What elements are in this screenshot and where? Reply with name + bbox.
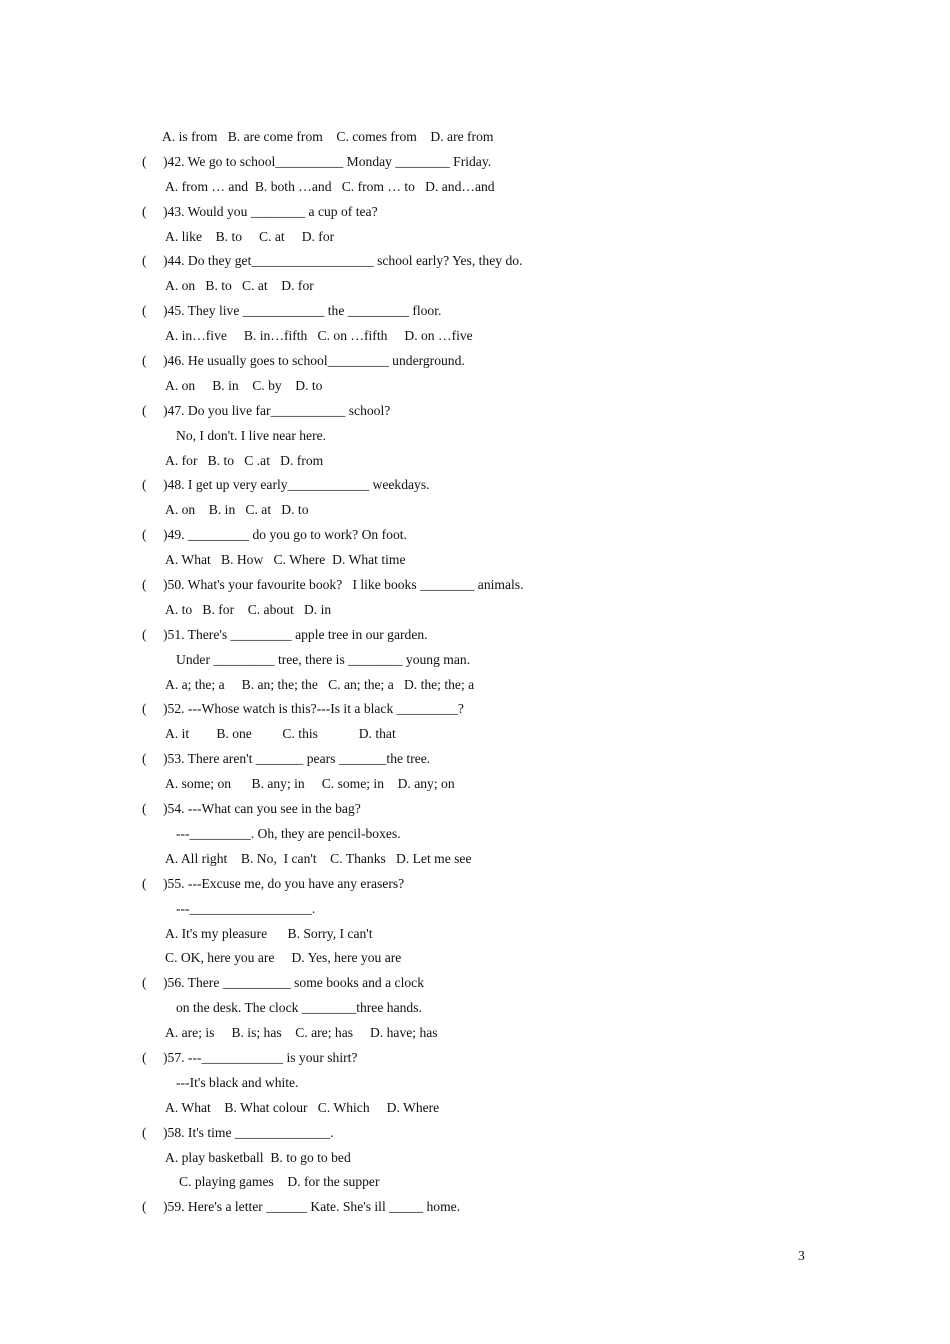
continuation-text: ---__________________. [176, 900, 316, 916]
question-text: )56. There __________ some books and a clock [163, 975, 424, 991]
answer-paren: ( [142, 1124, 147, 1140]
options-text: A. is from B. are come from C. comes from D. are from [162, 129, 494, 144]
question-line [142, 574, 842, 599]
options-line [142, 923, 842, 948]
question-continuation [142, 823, 842, 848]
question-line [142, 873, 842, 898]
question-line [142, 474, 842, 499]
question-list [142, 126, 842, 1221]
question-text: )46. He usually goes to school_________ underground. [163, 353, 465, 369]
options-line [142, 176, 842, 201]
question-text: )57. ---____________ is your shirt? [163, 1049, 358, 1065]
question-line [142, 1196, 842, 1221]
question-continuation [142, 425, 842, 450]
options-text: A. it B. one C. this D. that [165, 726, 396, 742]
question-line [142, 972, 842, 997]
options-text: A. All right B. No, I can't C. Thanks D. Let me see [165, 850, 472, 866]
answer-paren: ( [142, 1049, 147, 1065]
continuation-text: Under _________ tree, there is ________ young man. [176, 651, 471, 667]
answer-paren: ( [142, 1199, 147, 1215]
question-text: )42. We go to school__________ Monday ________ Friday. [163, 153, 492, 169]
continuation-text: on the desk. The clock ________three hands. [176, 1000, 422, 1016]
question-text: )49. _________ do you go to work? On foot. [163, 527, 407, 543]
options-text: A. on B. in C. at D. to [165, 502, 309, 518]
options-line [142, 325, 842, 350]
options-text: A. some; on B. any; in C. some; in D. any; on [165, 776, 455, 792]
question-text: )55. ---Excuse me, do you have any erasers? [163, 875, 405, 891]
options-text: A. in…five B. in…fifth C. on …fifth D. on …five [165, 328, 473, 344]
options-line [142, 599, 842, 624]
continuation-text: No, I don't. I live near here. [176, 427, 327, 443]
options-line [142, 947, 842, 972]
continuation-text: ---_________. Oh, they are pencil-boxes. [176, 825, 401, 841]
question-continuation [142, 997, 842, 1022]
question-continuation [142, 1072, 842, 1097]
answer-paren: ( [142, 303, 147, 319]
options-text: A. from … and B. both …and C. from … to D. and…and [165, 178, 495, 194]
options-text: C. playing games D. for the supper [179, 1174, 380, 1190]
question-line [142, 798, 842, 823]
options-line [142, 1022, 842, 1047]
options-line [142, 549, 842, 574]
question-text: )45. They live ____________ the _________ floor. [163, 303, 442, 319]
options-line [142, 1147, 842, 1172]
options-line [142, 499, 842, 524]
options-line [142, 226, 842, 251]
options-line [142, 1097, 842, 1122]
answer-paren: ( [142, 626, 147, 642]
options-text: C. OK, here you are D. Yes, here you are [165, 950, 402, 966]
answer-paren: ( [142, 975, 147, 991]
continuation-text: ---It's black and white. [176, 1074, 299, 1090]
question-continuation [142, 649, 842, 674]
question-line [142, 1047, 842, 1072]
answer-paren: ( [142, 527, 147, 543]
page-number: 3 [798, 1248, 805, 1263]
answer-paren: ( [142, 203, 147, 219]
options-text: A. What B. What colour C. Which D. Where [165, 1099, 440, 1115]
options-text: A. on B. to C. at D. for [165, 278, 314, 294]
question-text: )48. I get up very early____________ weekdays. [163, 477, 430, 493]
options-text: A. play basketball B. to go to bed [165, 1149, 351, 1165]
answer-paren: ( [142, 477, 147, 493]
answer-paren: ( [142, 751, 147, 767]
question-text: )50. What's your favourite book? I like books ________ animals. [163, 577, 524, 593]
options-line [142, 450, 842, 475]
options-text: A. like B. to C. at D. for [165, 228, 335, 244]
options-line [142, 126, 842, 151]
options-text: A. are; is B. is; has C. are; has D. have; has [165, 1025, 438, 1041]
answer-paren: ( [142, 353, 147, 369]
answer-paren: ( [142, 577, 147, 593]
question-text: )54. ---What can you see in the bag? [163, 801, 361, 817]
options-text: A. What B. How C. Where D. What time [165, 552, 406, 568]
question-line [142, 748, 842, 773]
question-line [142, 400, 842, 425]
question-line [142, 250, 842, 275]
question-line [142, 524, 842, 549]
options-line [142, 275, 842, 300]
options-text: A. to B. for C. about D. in [165, 601, 332, 617]
options-text: A. a; the; a B. an; the; the C. an; the; a D. the; the; a [165, 676, 475, 692]
question-text: )58. It's time ______________. [163, 1124, 334, 1140]
answer-paren: ( [142, 253, 147, 269]
options-line [142, 375, 842, 400]
answer-paren: ( [142, 875, 147, 891]
options-text: A. on B. in C. by D. to [165, 377, 323, 393]
question-line [142, 151, 842, 176]
question-line [142, 201, 842, 226]
question-line [142, 350, 842, 375]
answer-paren: ( [142, 801, 147, 817]
options-line [142, 773, 842, 798]
question-text: )59. Here's a letter ______ Kate. She's ill _____ home. [163, 1199, 461, 1215]
question-text: )53. There aren't _______ pears _______the tree. [163, 751, 431, 767]
options-line [142, 674, 842, 699]
options-text: A. for B. to C .at D. from [165, 452, 324, 468]
question-text: )47. Do you live far___________ school? [163, 402, 391, 418]
question-text: )43. Would you ________ a cup of tea? [163, 203, 378, 219]
question-line [142, 300, 842, 325]
options-line [142, 1171, 842, 1196]
question-continuation [142, 898, 842, 923]
answer-paren: ( [142, 153, 147, 169]
question-text: )52. ---Whose watch is this?---Is it a black _________? [163, 701, 464, 717]
options-line [142, 723, 842, 748]
options-text: A. It's my pleasure B. Sorry, I can't [165, 925, 373, 941]
question-line [142, 1122, 842, 1147]
question-text: )51. There's _________ apple tree in our garden. [163, 626, 428, 642]
answer-paren: ( [142, 701, 147, 717]
question-line [142, 698, 842, 723]
question-text: )44. Do they get__________________ school early? Yes, they do. [163, 253, 523, 269]
options-line [142, 848, 842, 873]
answer-paren: ( [142, 402, 147, 418]
question-line [142, 624, 842, 649]
